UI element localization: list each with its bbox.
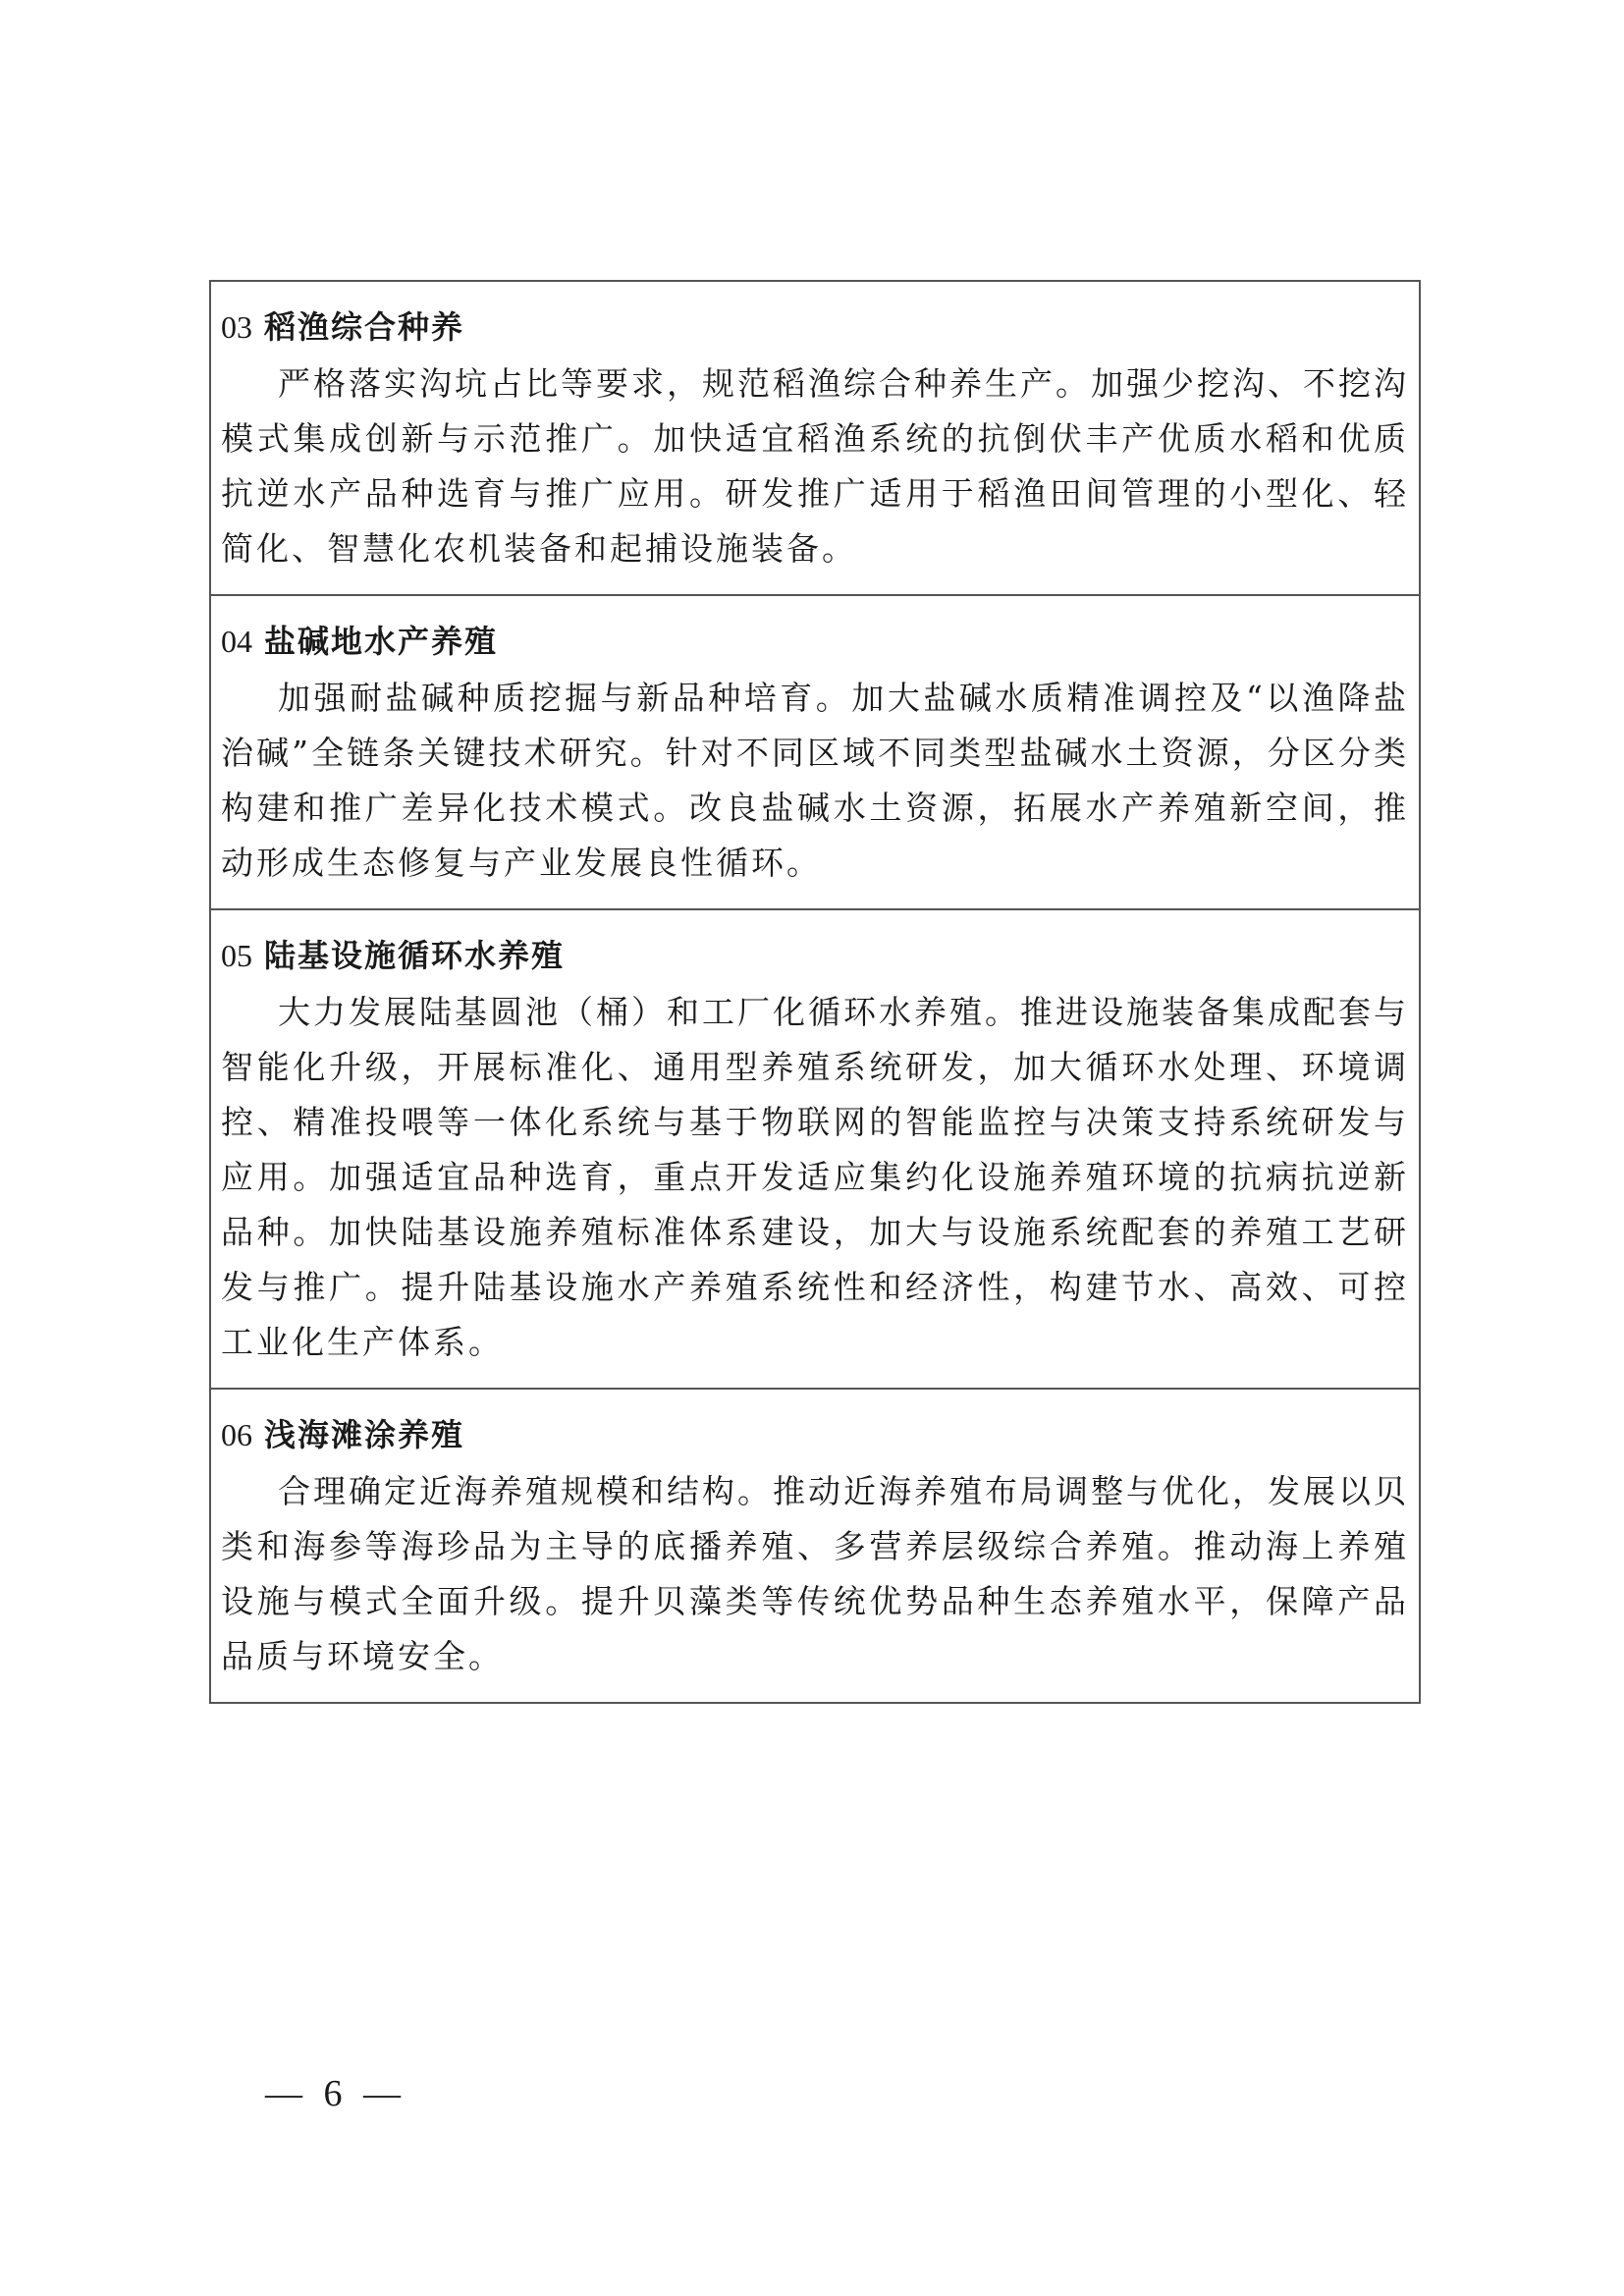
section-body: 严格落实沟坑占比等要求，规范稻渔综合种养生产。加强少挖沟、不挖沟模式集成创新与示范推广。加快适宜稻渔系统的抗倒伏丰产优质水稻和优质抗逆水产品种选育与推广应用。研发推广适用于稻渔田间管理的小型化、轻简化、智慧化农机装备和起捕设施装备。 [221,364,1409,568]
section-05 [211,908,1419,1388]
section-title [221,303,1409,351]
section-03 [211,282,1419,594]
content-boxes [209,280,1421,1704]
section-body: 合理确定近海养殖规模和结构。推动近海养殖布局调整与优化，发展以贝类和海参等海珍品为主导的底播养殖、多营养层级综合养殖。推动海上养殖设施与模式全面升级。提升贝藻类等传统优势品种生态养殖水平，保障产品品质与环境安全。 [221,1472,1409,1675]
section-body: 加强耐盐碱种质挖掘与新品种培育。加大盐碱水质精准调控及“以渔降盐治碱”全链条关键技术研究。针对不同区域不同类型盐碱水土资源，分区分类构建和推广差异化技术模式。改良盐碱水土资源，拓展水产养殖新空间，推动形成生态修复与产业发展良性循环。 [221,679,1409,882]
section-title [221,618,1409,665]
section-heading: 盐碱地水产养殖 [264,623,499,660]
section-heading: 稻渔综合种养 [264,308,465,346]
section-number: 06 [221,1417,252,1452]
section-heading: 陆基设施循环水养殖 [264,937,566,974]
section-heading: 浅海滩涂养殖 [264,1416,465,1453]
section-06 [211,1388,1419,1702]
section-number: 03 [221,309,252,345]
section-04 [211,594,1419,908]
section-number: 04 [221,624,252,659]
page-number: — 6 — [265,2073,406,2114]
section-body: 大力发展陆基圆池（桶）和工厂化循环水养殖。推进设施装备集成配套与智能化升级，开展标准化、通用型养殖系统研发，加大循环水处理、环境调控、精准投喂等一体化系统与基于物联网的智能监控与决策支持系统研发与应用。加强适宜品种选育，重点开发适应集约化设施养殖环境的抗病抗逆新品种。加快陆基设施养殖标准体系建设，加大与设施系统配套的养殖工艺研发与推广。提升陆基设施水产养殖系统性和经济性，构建节水、高效、可控工业化生产体系。 [221,993,1409,1361]
section-number: 05 [221,938,252,973]
section-title [221,932,1409,979]
section-title [221,1411,1409,1458]
